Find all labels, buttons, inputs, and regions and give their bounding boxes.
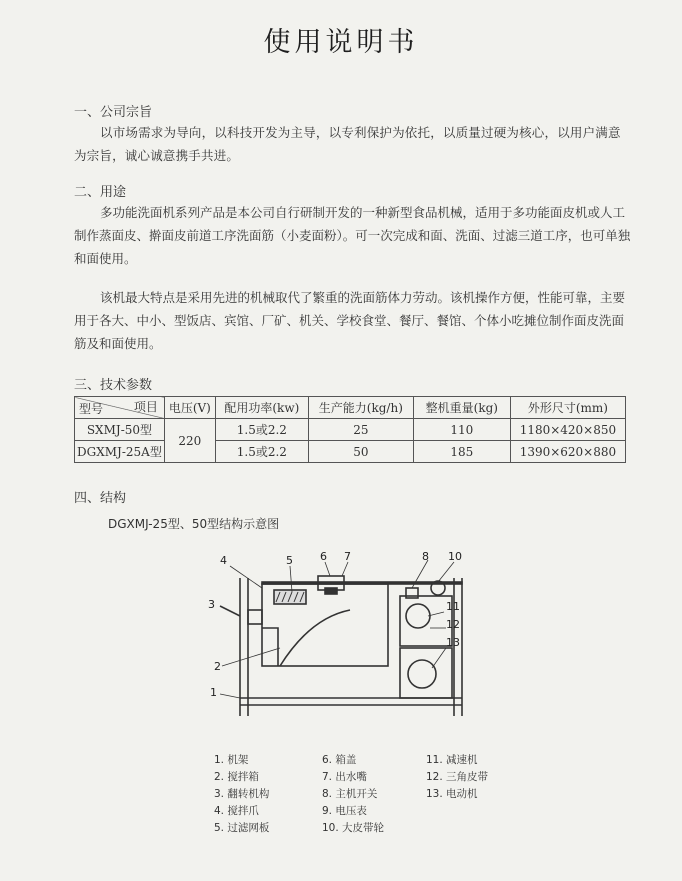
corner-label-item: 项目 — [133, 400, 158, 414]
crank-handle — [220, 606, 240, 616]
section-2-paragraph-2: 该机最大特点是采用先进的机械取代了繁重的洗面筋体力劳动。该机操作方便，性能可靠，主要用于各大、中小、型饭店、宾馆、厂矿、机关、学校食堂、餐厅、餐馆、个体小吃摊位制作面皮洗面筋及和面使用。 — [74, 290, 626, 351]
callout-7: 7 — [344, 550, 351, 563]
row-weight: 185 — [413, 441, 510, 463]
legend-item: 6. 箱盖 — [322, 754, 357, 766]
section-1-text: 以市场需求为导向，以科技开发为主导，以专利保护为依托，以质量过硬为核心，以用户满意为宗旨，诚心诚意携手共进。 — [74, 125, 621, 163]
table-header-row — [75, 397, 626, 419]
diagram-caption: DGXMJ-25型、50型结构示意图 — [108, 517, 280, 531]
section-1-heading: 一、公司宗旨 — [74, 105, 153, 120]
legend-column-2 — [322, 752, 384, 837]
header-weight: 整机重量(kg) — [413, 397, 510, 419]
callout-6: 6 — [320, 550, 327, 563]
callout-11: 11 — [446, 600, 460, 613]
legend-item: 13. 电动机 — [426, 788, 478, 800]
header-capacity: 生产能力(kg/h) — [308, 397, 413, 419]
row-size: 1180×420×850 — [510, 419, 625, 441]
row-capacity: 50 — [308, 441, 413, 463]
page-title: 使用说明书 — [263, 27, 419, 58]
section-4-heading: 四、结构 — [74, 491, 127, 506]
table-row — [75, 419, 626, 441]
tank-end — [262, 628, 278, 666]
row-capacity: 25 — [308, 419, 413, 441]
legend-item: 12. 三角皮带 — [426, 771, 489, 783]
spec-table — [74, 396, 626, 463]
motor — [408, 660, 436, 688]
row-size: 1390×620×880 — [510, 441, 625, 463]
callout-2: 2 — [214, 660, 221, 673]
corner-label-model: 型号 — [79, 402, 104, 416]
structure-diagram — [200, 548, 480, 748]
header-size: 外形尺寸(mm) — [510, 397, 625, 419]
header-voltage: 电压(V) — [164, 397, 215, 419]
reducer — [406, 604, 430, 628]
row-model: DGXMJ-25A型 — [75, 441, 165, 463]
row-power: 1.5或2.2 — [215, 441, 308, 463]
voltage-cell: 220 — [164, 419, 215, 463]
callout-8: 8 — [422, 550, 429, 563]
legend-item: 7. 出水嘴 — [322, 771, 367, 783]
table-row — [75, 441, 626, 463]
legend-item: 3. 翻转机构 — [214, 788, 270, 800]
legend-item: 2. 搅拌箱 — [214, 771, 259, 783]
legend-column-3 — [426, 752, 488, 803]
header-power: 配用功率(kw) — [215, 397, 308, 419]
legend-column-1 — [214, 752, 269, 837]
table-corner-cell — [75, 397, 165, 419]
callout-5: 5 — [286, 554, 293, 567]
legend-item: 9. 电压表 — [322, 805, 367, 817]
legend-item: 4. 搅拌爪 — [214, 805, 259, 817]
callout-1: 1 — [210, 686, 217, 699]
row-model: SXMJ-50型 — [75, 419, 165, 441]
tank-divider — [280, 610, 350, 666]
legend-item: 11. 减速机 — [426, 754, 478, 766]
callout-10: 10 — [448, 550, 462, 563]
legend-item: 10. 大皮带轮 — [322, 822, 385, 834]
callout-13: 13 — [446, 636, 460, 649]
section-3-heading: 三、技术参数 — [74, 378, 153, 393]
callout-12: 12 — [446, 618, 460, 631]
callout-4: 4 — [220, 554, 227, 567]
callout-3: 3 — [208, 598, 215, 611]
water-outlet — [325, 588, 337, 594]
flip-mechanism — [248, 610, 262, 624]
section-2-heading: 二、用途 — [74, 185, 127, 200]
legend-item: 1. 机架 — [214, 754, 249, 766]
legend-item: 5. 过滤网板 — [214, 822, 270, 834]
legend-item: 8. 主机开关 — [322, 788, 378, 800]
section-2-paragraph-1: 多功能洗面机系列产品是本公司自行研制开发的一种新型食品机械，适用于多功能面皮机或人工制作蒸面皮、擀面皮前道工序洗面筋（小麦面粉）。可一次完成和面、洗面、过滤三道工序，也可单独和面使用。 — [74, 205, 631, 266]
row-power: 1.5或2.2 — [215, 419, 308, 441]
row-weight: 110 — [413, 419, 510, 441]
